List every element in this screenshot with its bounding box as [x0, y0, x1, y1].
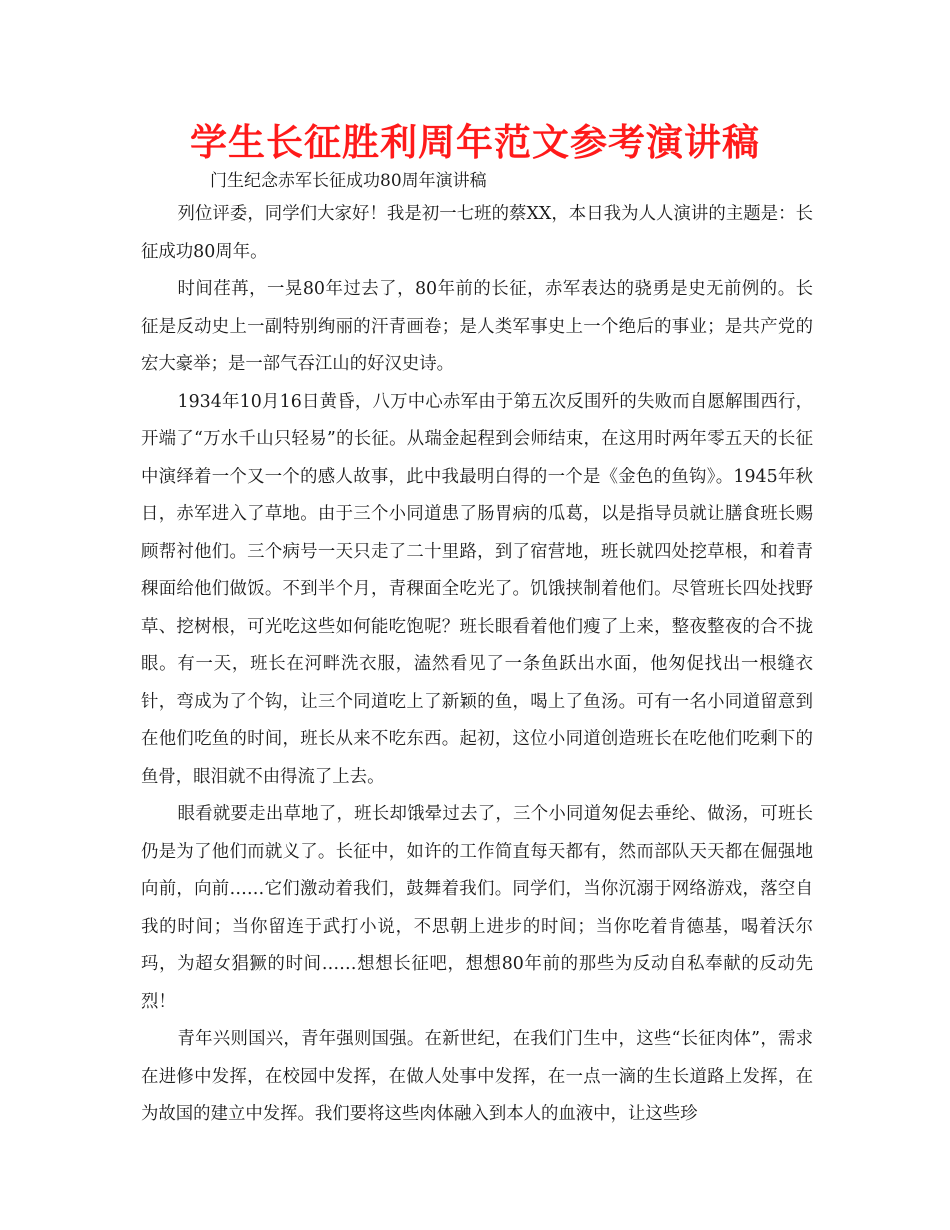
paragraph-story: 1934年10月16日黄昏，八万中心赤军由于第五次反围歼的失败而自愿解围西行，开端了“万水千山只轻易”的长征。从瑞金起程到会师结束，在这用时两年零五天的长征中演绎着一个又一个的感人故事，此中我最明白得的一个是《金色的鱼钩》。1945年秋日，赤军进入了草地。由于三个小同道患了肠胃病的瓜葛，以是指导员就让膳食班长赐顾帮衬他们。三个病号一天只走了二十里路，到了宿营地，班长就四处挖草根，和着青稞面给他们做饭。不到半个月，青稞面全吃光了。饥饿挟制着他们。尽管班长四处找野草、挖树根，可光吃这些如何能吃饱呢？班长眼看着他们瘦了上来，整夜整夜的合不拢眼。有一天，班长在河畔洗衣服，溘然看见了一条鱼跃出水面，他匆促找出一根缝衣针，弯成为了个钩，让三个同道吃上了新颖的鱼，喝上了鱼汤。可有一名小同道留意到在他们吃鱼的时间，班长从来不吃东西。起初，这位小同道创造班长在吃他们吃剩下的鱼骨，眼泪就不由得流了上去。	[141, 391, 813, 787]
document-title: 学生长征胜利周年范文参考演讲稿	[190, 121, 760, 164]
paragraph-conclusion: 青年兴则国兴，青年强则国强。在新世纪，在我们门生中，这些“长征肉体”，需求在进修中发挥，在校园中发挥，在做人处事中发挥，在一点一滴的生长道路上发挥，在为故国的建立中发挥。我们要将这些肉体融入到本人的血液中，让这些珍	[141, 1029, 813, 1124]
paragraph-intro: 时间荏苒，一晃80年过去了，80年前的长征，赤军表达的骁勇是史无前例的。长征是反动史上一副特别绚丽的汗青画卷；是人类军事史上一个绝后的事业；是共产党的宏大豪举；是一部气吞江山的好汉史诗。	[141, 279, 813, 374]
document-body	[141, 196, 813, 1134]
document-subtitle: 门生纪念赤军长征成功80周年演讲稿	[210, 171, 487, 191]
paragraph-sacrifice: 眼看就要走出草地了，班长却饿晕过去了，三个小同道匆促去垂纶、做汤，可班长仍是为了他们而就义了。长征中，如许的工作简直每天都有，然而部队天天都在倔强地向前，向前……它们激动着我们，鼓舞着我们。同学们，当你沉溺于网络游戏，落空自我的时间；当你留连于武打小说，不思朝上进步的时间；当你吃着肯德基，喝着沃尔玛，为超女猖獗的时间……想想长征吧，想想80年前的那些为反动自私奉献的反动先烈！	[141, 804, 813, 1012]
paragraph-greeting: 列位评委，同学们大家好！我是初一七班的蔡XX，本日我为人人演讲的主题是：长征成功80周年。	[141, 204, 813, 262]
